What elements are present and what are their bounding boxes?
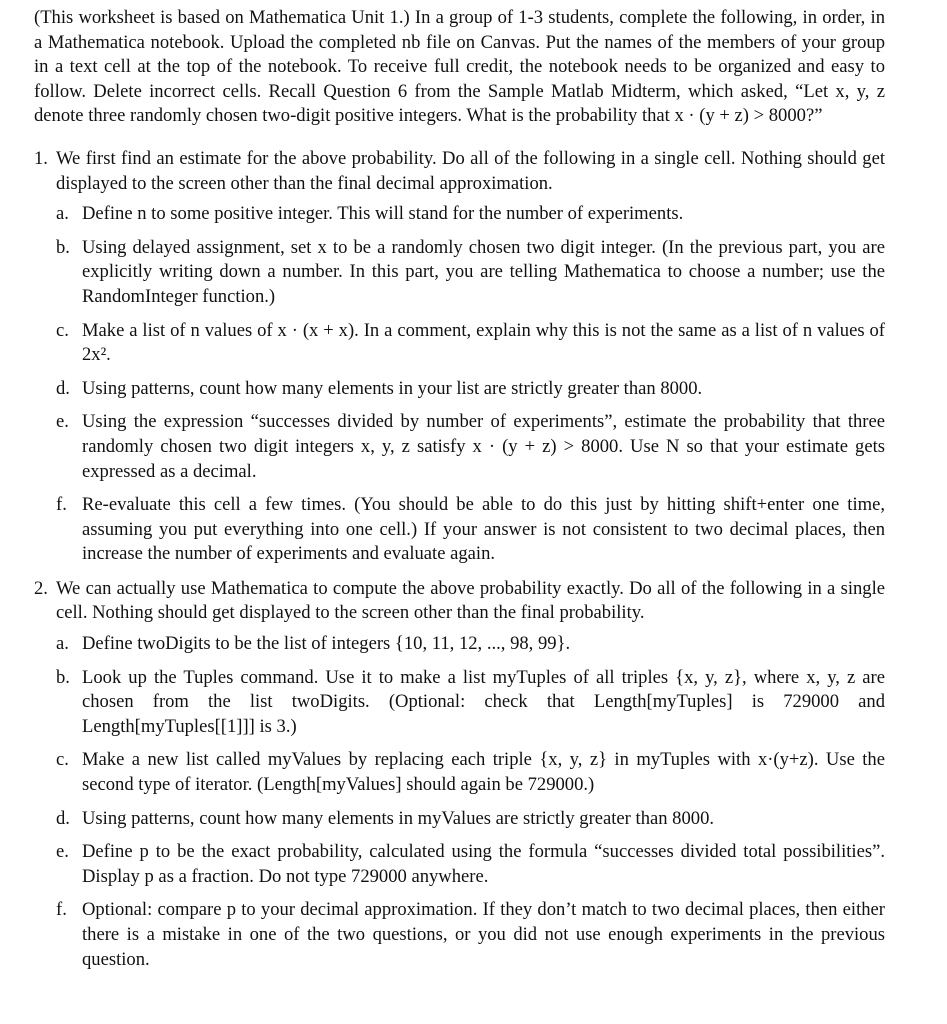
item-text: Optional: compare p to your decimal approximation. If they don’t match to two decimal places, then either there is a mistake in one of the two questions, or you did not use enough experiments in the previous question. [82,899,885,970]
item-text: Using the expression “successes divided by number of experiments”, estimate the probability that three randomly chosen two digit integers x, y, z satisfy x · (y + z) > 8000. Use N so that your estimate gets expressed as a decimal. [82,411,885,482]
question-number: 2. [34,577,48,599]
question-1 [34,147,885,567]
item-text: Define twoDigits to be the list of integers {10, 11, 12, ..., 98, 99}. [82,633,571,655]
item-label: c. [56,749,69,771]
question-2-item-a [56,632,885,657]
item-label: c. [56,319,69,341]
item-label: a. [56,203,69,225]
question-1-item-a [56,202,885,227]
item-text: Using delayed assignment, set x to be a randomly chosen two digit integer. (In the previous part, you are explicitly writing down a number. In this part, you are telling Mathematica to choose a number; use the RandomInteger function.) [82,236,885,307]
question-1-item-c [56,319,885,368]
question-2-item-f [56,898,885,972]
item-label: d. [56,807,70,829]
item-label: f. [56,494,67,516]
question-1-item-e [56,410,885,484]
item-label: f. [56,899,67,921]
question-number: 1. [34,147,48,169]
question-text: We can actually use Mathematica to compute the above probability exactly. Do all of the following in a single cell. Nothing should get displayed to the screen other than the final probability. [56,577,885,624]
question-2-item-b [56,666,885,740]
item-text: Using patterns, count how many elements in your list are strictly greater than 8000. [82,377,703,399]
question-1-item-b [56,236,885,310]
item-text: Make a list of n values of x · (x + x). In a comment, explain why this is not the same as a list of n values of 2x². [82,319,885,366]
intro-paragraph: (This worksheet is based on Mathematica Unit 1.) In a group of 1-3 students, complete the following, in order, in a Mathematica notebook. Upload the completed nb file on Canvas. Put the names of the members of your group in a text cell at the top of the notebook. To receive full credit, the notebook needs to be organized and easy to follow. Delete incorrect cells. Recall Question 6 from the Sample Matlab Midterm, which asked, “Let x, y, z denote three randomly chosen two-digit positive integers. What is the probability that x · (y + z) > 8000?” [34,7,885,127]
item-text: Make a new list called myValues by replacing each triple {x, y, z} in myTuples with x·(y+z). Use the second type of iterator. (Length[myValues] should again be 729000.) [82,749,885,796]
question-2-item-e [56,840,885,889]
question-1-item-f [56,493,885,567]
item-text: Look up the Tuples command. Use it to make a list myTuples of all triples {x, y, z}, where x, y, z are chosen from the list twoDigits. (Optional: check that Length[myTuples] is 729000 and Length[myTuples[[1]]] is 3.) [82,666,885,737]
item-label: d. [56,377,70,399]
item-label: a. [56,633,69,655]
question-text: We first find an estimate for the above probability. Do all of the following in a single cell. Nothing should get displayed to the screen other than the final decimal approximation. [56,147,885,194]
item-text: Using patterns, count how many elements in myValues are strictly greater than 8000. [82,807,715,829]
item-label: e. [56,411,69,433]
item-label: b. [56,666,70,688]
question-2-item-d [56,807,885,832]
item-text: Define n to some positive integer. This will stand for the number of experiments. [82,203,684,225]
question-2 [34,577,885,972]
item-label: b. [56,236,70,258]
item-text: Define p to be the exact probability, calculated using the formula “successes divided total possibilities”. Display p as a fraction. Do not type 729000 anywhere. [82,841,885,887]
question-1-item-d [56,377,885,402]
question-2-item-c [56,748,885,797]
item-label: e. [56,841,69,863]
item-text: Re-evaluate this cell a few times. (You should be able to do this just by hitting shift+enter one time, assuming you put everything into one cell.) If your answer is not consistent to two decimal places, then increase the number of experiments and evaluate again. [82,494,885,565]
